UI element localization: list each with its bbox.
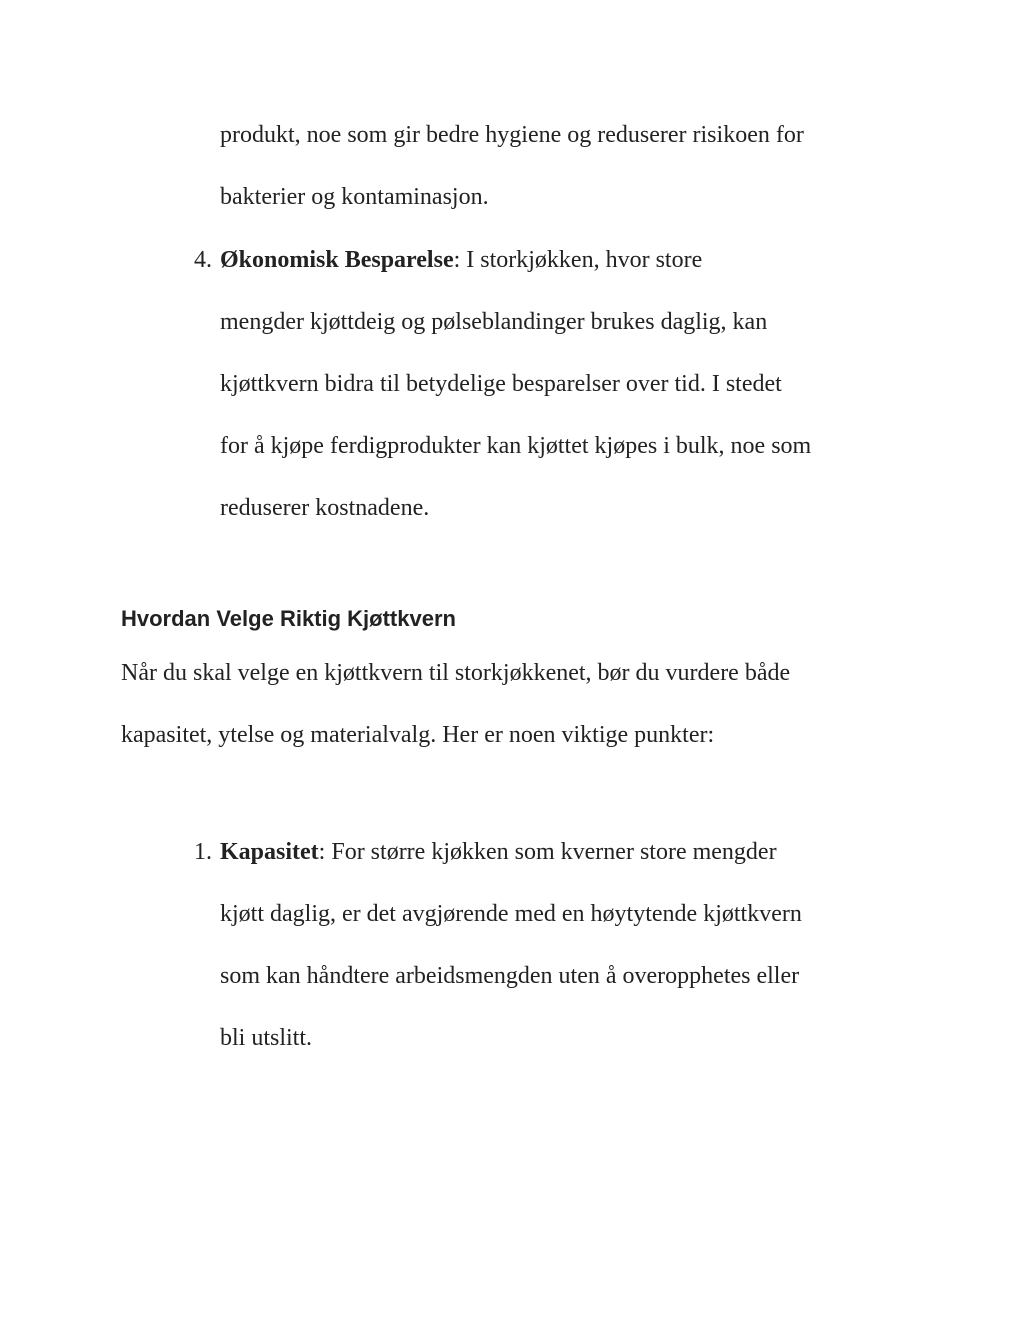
paragraph-line: bakterier og kontaminasjon. [220,184,489,210]
list-item-first-line [220,244,702,276]
list-number: 4. [194,247,212,273]
list-number: 1. [194,839,212,865]
paragraph-line: produkt, noe som gir bedre hygiene og reduserer risikoen for [220,122,804,148]
paragraph-line: mengder kjøttdeig og pølseblandinger brukes daglig, kan [220,309,768,335]
list-item-first-line [220,836,777,868]
paragraph-line: kapasitet, ytelse og materialvalg. Her er noen viktige punkter: [121,722,715,748]
list-item-text: : For større kjøkken som kverner store mengder [318,839,777,865]
paragraph-line: kjøttkvern bidra til betydelige besparelser over tid. I stedet [220,371,782,397]
paragraph-line: kjøtt daglig, er det avgjørende med en høytytende kjøttkvern [220,901,802,927]
paragraph-line: reduserer kostnadene. [220,495,430,521]
paragraph-line: som kan håndtere arbeidsmengden uten å overopphetes eller [220,963,800,989]
paragraph-line: bli utslitt. [220,1025,313,1051]
section-heading: Hvordan Velge Riktig Kjøttkvern [121,606,456,631]
paragraph-line: Når du skal velge en kjøttkvern til storkjøkkenet, bør du vurdere både [121,660,791,686]
list-item-term: Kapasitet [220,839,319,865]
paragraph-line: for å kjøpe ferdigprodukter kan kjøttet kjøpes i bulk, noe som [220,433,812,459]
list-item-term: Økonomisk Besparelse [220,247,454,273]
list-item-text: : I storkjøkken, hvor store [453,247,703,273]
